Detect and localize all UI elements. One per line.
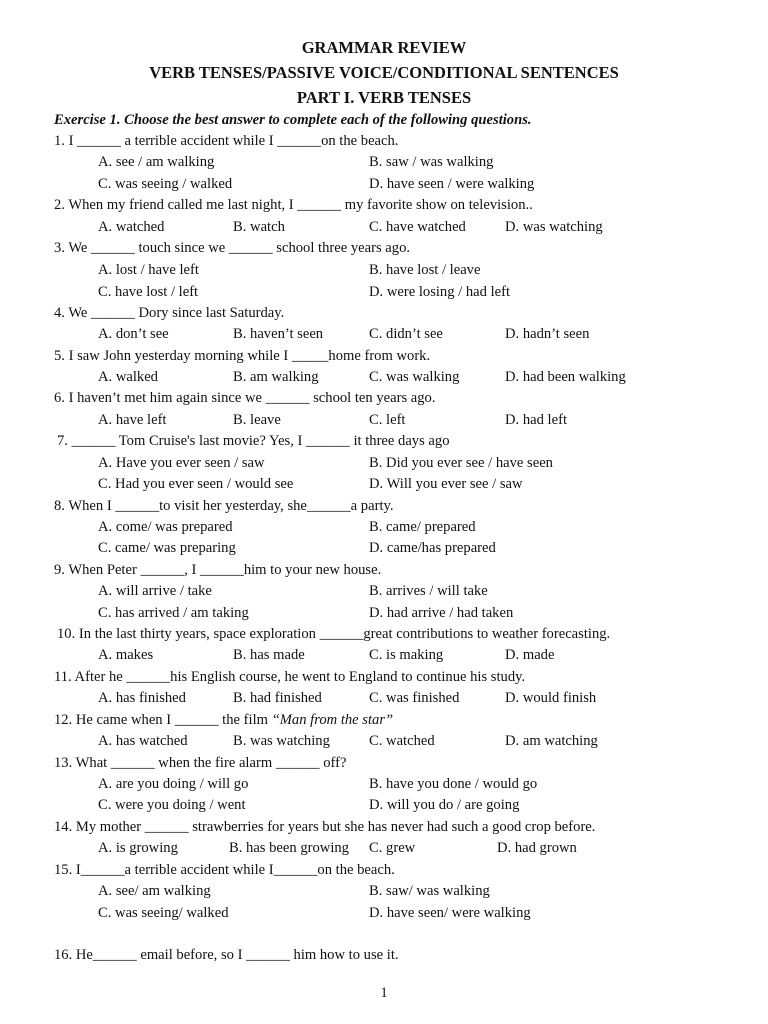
q8-option-c: C. came/ was preparing bbox=[98, 540, 236, 556]
q8-option-a: A. come/ was prepared bbox=[98, 519, 233, 535]
question-12 bbox=[54, 712, 393, 729]
q11-option-b: B. had finished bbox=[233, 690, 322, 706]
page-number: 1 bbox=[380, 985, 388, 1001]
q9-option-a: A. will arrive / take bbox=[98, 583, 212, 599]
q7-option-c: C. Had you ever seen / would see bbox=[98, 476, 294, 492]
q5-option-b: B. am walking bbox=[233, 369, 319, 385]
question-6: 6. I haven’t met him again since we ______ school ten years ago. bbox=[54, 390, 436, 406]
q13-option-d: D. will you do / are going bbox=[369, 797, 520, 813]
q14-option-c: C. grew bbox=[369, 840, 416, 856]
q4-option-c: C. didn’t see bbox=[369, 326, 443, 342]
q3-option-a: A. lost / have left bbox=[98, 262, 199, 278]
title-grammar-review: GRAMMAR REVIEW bbox=[301, 38, 467, 57]
q11-option-d: D. would finish bbox=[505, 690, 597, 706]
q6-option-d: D. had left bbox=[505, 412, 568, 428]
q1-option-a: A. see / am walking bbox=[98, 154, 215, 170]
q2-option-c: C. have watched bbox=[369, 219, 466, 235]
q6-option-c: C. left bbox=[369, 412, 406, 428]
title-part: PART I. VERB TENSES bbox=[296, 88, 472, 107]
q5-option-c: C. was walking bbox=[369, 369, 460, 385]
question-4: 4. We ______ Dory since last Saturday. bbox=[54, 305, 285, 321]
question-8: 8. When I ______to visit her yesterday, she______a party. bbox=[54, 498, 394, 514]
q14-option-b: B. has been growing bbox=[229, 840, 349, 856]
q2-option-b: B. watch bbox=[233, 219, 285, 235]
q15-option-c: C. was seeing/ walked bbox=[98, 905, 229, 921]
q2-option-d: D. was watching bbox=[505, 219, 603, 235]
q14-option-a: A. is growing bbox=[98, 840, 178, 856]
q7-option-d: D. Will you ever see / saw bbox=[369, 476, 523, 492]
q8-option-b: B. came/ prepared bbox=[369, 519, 476, 535]
q10-option-d: D. made bbox=[505, 647, 555, 663]
question-16: 16. He______ email before, so I ______ him how to use it. bbox=[54, 947, 399, 963]
q12-option-d: D. am watching bbox=[505, 733, 598, 749]
question-1: 1. I ______ a terrible accident while I ______on the beach. bbox=[54, 133, 399, 149]
question-3: 3. We ______ touch since we ______ school three years ago. bbox=[54, 240, 411, 256]
question-11: 11. After he ______his English course, he went to England to continue his study. bbox=[54, 669, 526, 685]
q9-option-b: B. arrives / will take bbox=[369, 583, 488, 599]
q5-option-d: D. had been walking bbox=[505, 369, 626, 385]
q12-film-title: “Man from the star” bbox=[271, 712, 394, 728]
q1-option-d: D. have seen / were walking bbox=[369, 176, 535, 192]
q4-option-d: D. hadn’t seen bbox=[505, 326, 590, 342]
q11-option-c: C. was finished bbox=[369, 690, 460, 706]
q4-option-a: A. don’t see bbox=[98, 326, 169, 342]
q4-option-b: B. haven’t seen bbox=[233, 326, 324, 342]
q15-option-d: D. have seen/ were walking bbox=[369, 905, 531, 921]
q10-option-a: A. makes bbox=[98, 647, 154, 663]
q15-option-a: A. see/ am walking bbox=[98, 883, 211, 899]
question-13: 13. What ______ when the fire alarm ______ off? bbox=[54, 755, 347, 771]
q10-option-b: B. has made bbox=[233, 647, 305, 663]
question-9: 9. When Peter ______, I ______him to your new house. bbox=[54, 562, 382, 578]
q3-option-c: C. have lost / left bbox=[98, 284, 199, 300]
question-5: 5. I saw John yesterday morning while I _____home from work. bbox=[54, 348, 431, 364]
title-topics: VERB TENSES/PASSIVE VOICE/CONDITIONAL SENTENCES bbox=[149, 63, 619, 82]
q9-option-d: D. had arrive / had taken bbox=[369, 605, 514, 621]
q12-text: 12. He came when I ______ the film bbox=[54, 712, 272, 728]
q1-option-b: B. saw / was walking bbox=[369, 154, 494, 170]
q14-option-d: D. had grown bbox=[497, 840, 577, 856]
question-7: 7. ______ Tom Cruise's last movie? Yes, I ______ it three days ago bbox=[57, 433, 450, 449]
q5-option-a: A. walked bbox=[98, 369, 158, 385]
question-14: 14. My mother ______ strawberries for years but she has never had such a good crop before. bbox=[54, 819, 596, 835]
q2-option-a: A. watched bbox=[98, 219, 165, 235]
question-10: 10. In the last thirty years, space exploration ______great contributions to weather forecasting. bbox=[57, 626, 611, 642]
q7-option-a: A. Have you ever seen / saw bbox=[98, 455, 265, 471]
q3-option-d: D. were losing / had left bbox=[369, 284, 511, 300]
q11-option-a: A. has finished bbox=[98, 690, 186, 706]
q13-option-a: A. are you doing / will go bbox=[98, 776, 249, 792]
q12-option-c: C. watched bbox=[369, 733, 435, 749]
q9-option-c: C. has arrived / am taking bbox=[98, 605, 249, 621]
q12-option-a: A. has watched bbox=[98, 733, 188, 749]
question-15: 15. I______a terrible accident while I______on the beach. bbox=[54, 862, 395, 878]
question-2: 2. When my friend called me last night, I ______ my favorite show on television.. bbox=[54, 197, 533, 213]
q13-option-b: B. have you done / would go bbox=[369, 776, 538, 792]
q3-option-b: B. have lost / leave bbox=[369, 262, 481, 278]
q1-option-c: C. was seeing / walked bbox=[98, 176, 233, 192]
q13-option-c: C. were you doing / went bbox=[98, 797, 246, 813]
exercise-instruction: Exercise 1. Choose the best answer to complete each of the following questions. bbox=[54, 112, 532, 128]
q15-option-b: B. saw/ was walking bbox=[369, 883, 490, 899]
q8-option-d: D. came/has prepared bbox=[369, 540, 496, 556]
q7-option-b: B. Did you ever see / have seen bbox=[369, 455, 553, 471]
q10-option-c: C. is making bbox=[369, 647, 444, 663]
q6-option-a: A. have left bbox=[98, 412, 167, 428]
q6-option-b: B. leave bbox=[233, 412, 281, 428]
q12-option-b: B. was watching bbox=[233, 733, 330, 749]
